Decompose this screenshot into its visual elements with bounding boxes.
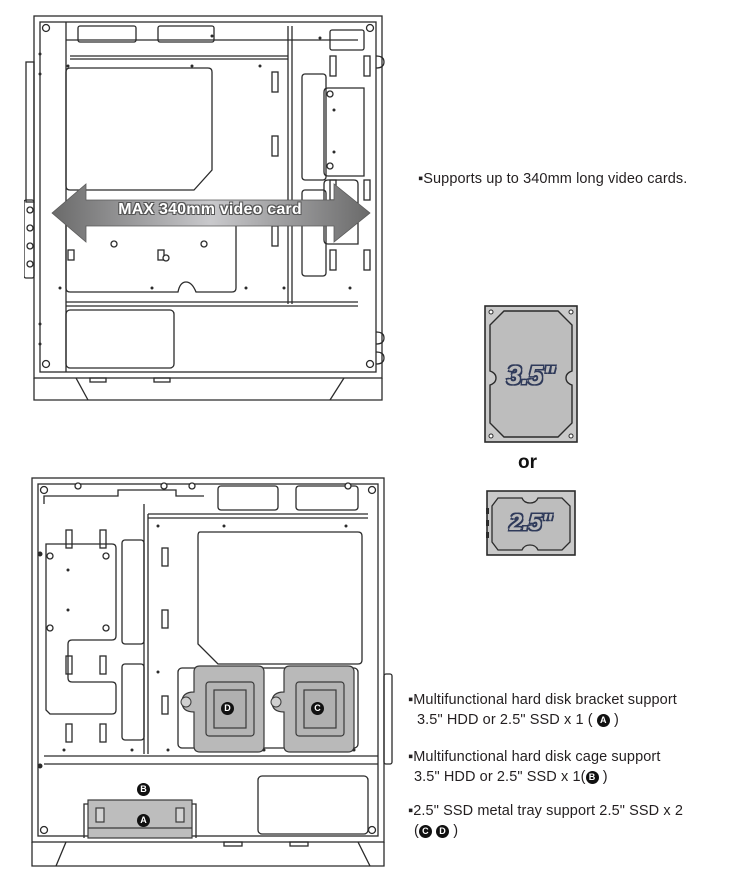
badge-c: C <box>419 825 432 838</box>
gpu-length-note <box>418 169 687 189</box>
bullet: ▪ <box>408 803 414 819</box>
hdd-3-5-icon <box>484 305 578 443</box>
note-line: Multifunctional hard disk cage support <box>413 749 661 765</box>
note-line: 3.5" HDD or 2.5" SSD x 1( <box>414 769 586 785</box>
bullet: ▪ <box>418 171 424 187</box>
note-close: ) <box>453 823 459 839</box>
note-ssd-tray <box>408 801 728 841</box>
note-hdd-bracket <box>408 690 728 730</box>
marker-d: D <box>221 702 234 715</box>
note-hdd-cage <box>408 747 728 787</box>
case-side-view-storage <box>28 474 404 874</box>
storage-notes <box>408 690 728 841</box>
ssd-2-5-icon <box>486 490 576 556</box>
bullet: ▪ <box>408 692 414 708</box>
note-line: 2.5" SSD metal tray support 2.5" SSD x 2 <box>413 803 684 819</box>
gpu-length-text: Supports up to 340mm long video cards. <box>423 171 688 187</box>
badge-b: B <box>586 771 599 784</box>
marker-c: C <box>311 702 324 715</box>
arrow-label: MAX 340mm video card <box>118 201 302 218</box>
badge-a: A <box>597 714 610 727</box>
note-line: 3.5" HDD or 2.5" SSD x 1 ( <box>417 712 593 728</box>
badge-d: D <box>436 825 449 838</box>
ssd-size-label: 2.5" <box>509 509 553 535</box>
note-close: ) <box>602 769 608 785</box>
marker-b: B <box>137 783 150 796</box>
bullet: ▪ <box>408 749 414 765</box>
note-line: ( <box>414 823 419 839</box>
note-close: ) <box>613 712 619 728</box>
or-label: or <box>518 452 537 473</box>
case-side-view-gpu <box>24 12 394 412</box>
hdd-size-label: 3.5" <box>506 360 556 390</box>
marker-a: A <box>137 814 150 827</box>
note-line: Multifunctional hard disk bracket support <box>413 692 677 708</box>
case-storage-diagram <box>28 474 404 874</box>
